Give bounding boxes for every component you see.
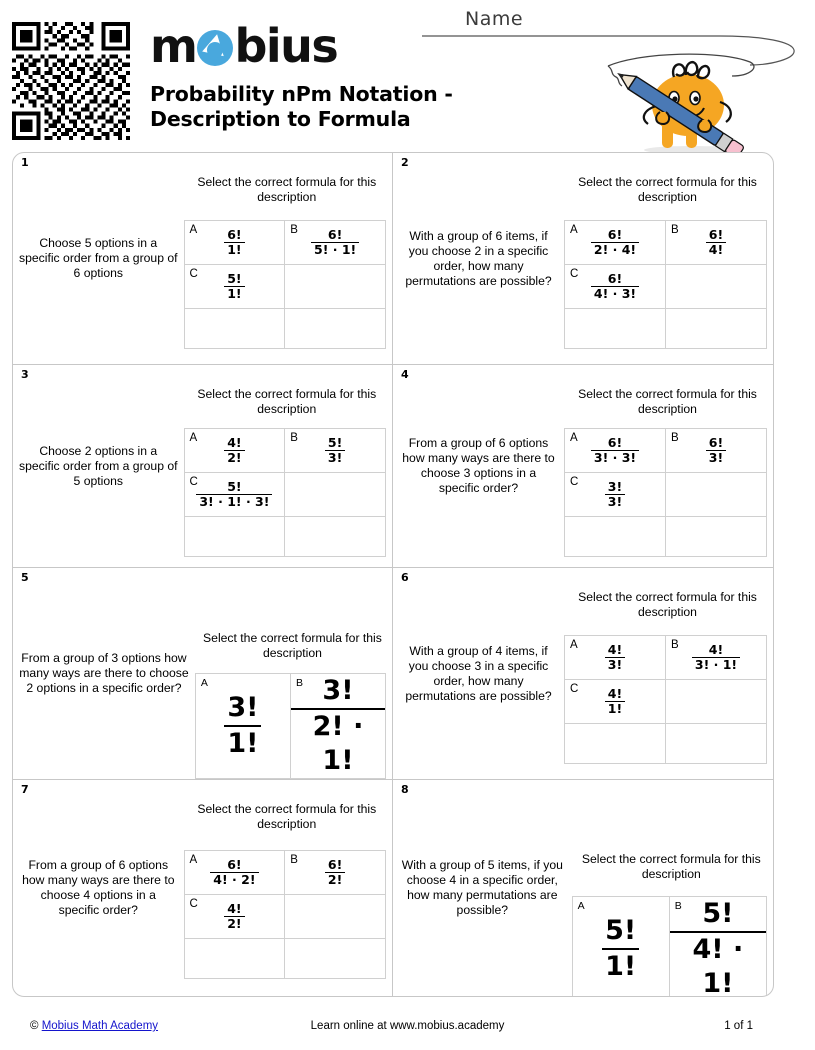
- question-description: Choose 5 options in a specific order from a group of 6 options: [19, 236, 178, 280]
- question-description-column: [393, 780, 572, 996]
- table-row: [184, 472, 385, 516]
- fraction-numerator: 4!: [227, 434, 242, 450]
- option-cell-empty: [285, 472, 386, 516]
- fraction-denominator: 1!: [224, 725, 261, 761]
- fraction-numerator: 6!: [708, 434, 724, 450]
- option-formula: [706, 436, 726, 465]
- option-label: B: [290, 853, 298, 866]
- question-row: [13, 568, 773, 780]
- fraction-numerator: 5!: [702, 898, 734, 929]
- table-row: [565, 265, 767, 309]
- question-number: 2: [401, 156, 409, 169]
- fraction-numerator: 5!: [227, 478, 242, 494]
- option-cell-empty: [184, 938, 285, 978]
- question-prompt: Select the correct formula for this description: [578, 590, 757, 619]
- fraction-numerator: 5!: [227, 271, 242, 286]
- question-row: [13, 780, 773, 996]
- fraction-denominator: 1!: [605, 701, 625, 716]
- option-cell-c[interactable]: [565, 680, 666, 724]
- option-cell-empty: [285, 894, 386, 938]
- question-description: From a group of 3 options how many ways are there to choose 2 options in a specific order?: [19, 651, 189, 695]
- options-table: [564, 220, 767, 349]
- option-cell-b[interactable]: [285, 221, 386, 265]
- option-cell-empty: [666, 472, 767, 516]
- question-row: [13, 153, 773, 365]
- question-number: 7: [21, 783, 29, 796]
- option-formula: [224, 436, 244, 465]
- question-description: With a group of 5 items, if you choose 4 in a specific order, how many permutations are possible?: [401, 858, 563, 917]
- fraction-denominator: 2!: [224, 916, 244, 931]
- table-row: [565, 680, 767, 724]
- option-cell-b[interactable]: [666, 221, 767, 265]
- fraction-numerator: 4!: [607, 642, 623, 657]
- fraction-denominator: 2!: [224, 450, 244, 465]
- fraction-numerator: 3!: [227, 692, 259, 723]
- table-row: [565, 309, 767, 349]
- option-formula: [325, 858, 345, 887]
- options-table: [564, 635, 767, 764]
- table-row: [565, 636, 767, 680]
- name-label: Name: [465, 8, 524, 30]
- question-description: From a group of 6 options how many ways are there to choose 3 options in a specific order?: [402, 436, 555, 495]
- option-label: A: [200, 677, 208, 689]
- question-options-column: [564, 153, 773, 364]
- fraction-numerator: 6!: [327, 856, 343, 872]
- question-description-column: [393, 365, 564, 567]
- question-options-column: [564, 365, 773, 567]
- question-cell-4[interactable]: [393, 365, 773, 567]
- question-prompt: Select the correct formula for this description: [581, 852, 761, 881]
- fraction-numerator: 6!: [227, 856, 242, 872]
- option-formula: [706, 228, 726, 257]
- page-number: 1 of 1: [724, 1020, 753, 1032]
- table-row: [184, 309, 385, 349]
- option-cell-c[interactable]: [184, 472, 285, 516]
- option-formula: [196, 480, 272, 509]
- fraction-denominator: 2! · 1!: [291, 708, 385, 778]
- table-row: [184, 894, 385, 938]
- option-label: B: [290, 224, 298, 236]
- option-label: B: [295, 677, 303, 689]
- question-number: 4: [401, 368, 409, 381]
- copyright-link[interactable]: Mobius Math Academy: [41, 1020, 159, 1032]
- option-formula: [224, 272, 244, 301]
- worksheet-grid: [12, 152, 774, 997]
- page-header: [0, 0, 815, 148]
- table-row: [184, 938, 385, 978]
- options-table: [195, 673, 386, 779]
- option-formula: [224, 228, 244, 257]
- option-cell-a[interactable]: [565, 636, 666, 680]
- option-cell-empty: [666, 724, 767, 764]
- option-formula: [224, 902, 244, 931]
- option-cell-empty: [184, 516, 285, 556]
- mobius-drop-o-icon: [197, 30, 233, 66]
- fraction-denominator: 3!: [325, 450, 345, 465]
- fraction-denominator: 4! · 3!: [591, 286, 639, 301]
- question-prompt: Select the correct formula for this description: [197, 387, 377, 416]
- options-table: [564, 428, 767, 557]
- option-label: A: [577, 900, 585, 912]
- question-number: 8: [401, 783, 409, 796]
- question-number: 1: [21, 156, 29, 169]
- option-formula: [605, 643, 625, 672]
- options-table: [184, 428, 386, 557]
- question-description-column: [13, 365, 184, 567]
- option-formula: [692, 643, 740, 672]
- option-cell-c[interactable]: [565, 265, 666, 309]
- option-cell-a[interactable]: [572, 897, 669, 998]
- question-description-column: [13, 780, 184, 996]
- option-label: C: [189, 268, 198, 280]
- option-cell-empty: [285, 265, 386, 309]
- fraction-numerator: 6!: [607, 434, 623, 450]
- option-cell-empty: [666, 680, 767, 724]
- option-label: B: [671, 224, 679, 236]
- option-cell-b[interactable]: [285, 850, 386, 894]
- table-row: [184, 516, 385, 556]
- question-cell-2[interactable]: [393, 153, 773, 364]
- question-options-column: [184, 365, 392, 567]
- option-cell-b[interactable]: [669, 897, 766, 998]
- option-label: B: [671, 431, 679, 444]
- table-row: [184, 265, 385, 309]
- option-label: C: [570, 475, 579, 488]
- fraction-denominator: 1!: [602, 948, 639, 984]
- option-label: C: [570, 683, 579, 695]
- question-prompt: Select the correct formula for this description: [578, 387, 757, 416]
- option-label: A: [189, 431, 198, 444]
- table-row: [184, 221, 385, 265]
- fraction-denominator: 5! · 1!: [311, 242, 359, 257]
- question-prompt: Select the correct formula for this description: [578, 175, 757, 204]
- table-row: [565, 428, 767, 472]
- option-label: A: [570, 224, 578, 236]
- qr-code-icon[interactable]: [12, 22, 130, 140]
- option-cell-a[interactable]: [184, 221, 285, 265]
- question-description: With a group of 6 items, if you choose 2 in a specific order, how many permutations are possible?: [405, 228, 552, 288]
- fraction-numerator: 3!: [322, 675, 354, 706]
- mascot-with-pencil-icon: [600, 50, 765, 155]
- option-label: C: [189, 897, 198, 910]
- fraction-numerator: 3!: [607, 478, 623, 494]
- fraction-denominator: 3!: [605, 657, 625, 672]
- option-cell-empty: [666, 309, 767, 349]
- table-row: [565, 724, 767, 764]
- question-prompt: Select the correct formula for this description: [197, 175, 377, 204]
- fraction-numerator: 6!: [607, 271, 623, 286]
- fraction-denominator: 1!: [224, 242, 244, 257]
- question-number: 5: [21, 571, 29, 584]
- option-cell-c[interactable]: [565, 472, 666, 516]
- fraction-numerator: 6!: [708, 227, 724, 242]
- question-cell-6[interactable]: [393, 568, 773, 779]
- question-description-column: [393, 153, 564, 364]
- logo-text-before: m: [150, 19, 197, 73]
- option-cell-empty: [285, 938, 386, 978]
- option-cell-empty: [565, 516, 666, 556]
- option-cell-c[interactable]: [184, 265, 285, 309]
- question-row: [13, 365, 773, 568]
- fraction-denominator: 4!: [706, 242, 726, 257]
- question-options-column: [184, 153, 392, 364]
- question-cell-3[interactable]: [13, 365, 393, 567]
- question-description-column: [13, 153, 184, 364]
- option-formula: [605, 687, 625, 716]
- option-cell-empty: [285, 516, 386, 556]
- option-label: C: [189, 475, 198, 488]
- option-formula: [311, 228, 359, 257]
- fraction-denominator: 3!: [605, 494, 625, 509]
- option-cell-a[interactable]: [565, 428, 666, 472]
- question-cell-1[interactable]: [13, 153, 393, 364]
- option-cell-empty: [184, 309, 285, 349]
- fraction-numerator: 4!: [708, 642, 724, 657]
- footer-tagline: Learn online at www.mobius.academy: [310, 1020, 505, 1032]
- question-cell-5[interactable]: [13, 568, 393, 779]
- options-table: [184, 220, 386, 349]
- question-options-column: [184, 780, 392, 996]
- copyright-symbol: ©: [30, 1020, 39, 1032]
- question-options-column: [195, 568, 392, 779]
- option-label: A: [189, 853, 198, 866]
- option-formula: [325, 436, 345, 465]
- option-cell-b[interactable]: [290, 674, 385, 779]
- option-formula: [591, 228, 639, 257]
- table-row: [184, 850, 385, 894]
- table-row: [565, 472, 767, 516]
- logo-text-after: bius: [234, 19, 338, 73]
- question-description: With a group of 4 items, if you choose 3 in a specific order, how many permutations are possible?: [405, 643, 552, 703]
- option-formula: [602, 914, 639, 984]
- options-table: [184, 850, 386, 979]
- question-prompt: Select the correct formula for this description: [203, 631, 382, 660]
- option-label: A: [189, 224, 198, 236]
- fraction-denominator: 4! · 2!: [210, 872, 258, 887]
- fraction-numerator: 5!: [605, 915, 637, 946]
- page-title: Probability nPm Notation - Description to Formula: [150, 82, 453, 131]
- question-description-column: [393, 568, 564, 779]
- option-label: C: [570, 268, 579, 280]
- question-options-column: [564, 568, 773, 779]
- option-label: A: [570, 639, 578, 651]
- option-formula: [670, 897, 766, 997]
- option-cell-a[interactable]: [195, 674, 290, 779]
- fraction-numerator: 4!: [607, 686, 623, 701]
- table-row: [565, 221, 767, 265]
- fraction-denominator: 3! · 1!: [692, 657, 740, 672]
- question-description: From a group of 6 options how many ways are there to choose 4 options in a specific order?: [22, 858, 175, 917]
- option-cell-empty: [666, 516, 767, 556]
- question-number: 3: [21, 368, 29, 381]
- question-description-column: [13, 568, 195, 779]
- option-formula: [591, 272, 639, 301]
- fraction-numerator: 6!: [327, 227, 343, 242]
- fraction-denominator: 2!: [325, 872, 345, 887]
- option-cell-a[interactable]: [184, 428, 285, 472]
- fraction-numerator: 4!: [227, 900, 242, 916]
- option-cell-empty: [285, 309, 386, 349]
- option-label: B: [674, 900, 682, 912]
- question-options-column: [572, 780, 773, 996]
- option-cell-b[interactable]: [285, 428, 386, 472]
- fraction-numerator: 6!: [607, 227, 623, 242]
- question-description: Choose 2 options in a specific order from a group of 5 options: [19, 443, 178, 488]
- table-row: [572, 897, 766, 998]
- fraction-numerator: 6!: [227, 227, 242, 242]
- option-cell-b[interactable]: [666, 636, 767, 680]
- option-label: A: [570, 431, 578, 444]
- question-prompt: Select the correct formula for this description: [197, 802, 377, 831]
- option-formula: [291, 674, 385, 778]
- table-row: [184, 428, 385, 472]
- option-formula: [591, 436, 639, 465]
- table-row: [195, 674, 385, 779]
- option-label: B: [671, 639, 679, 651]
- question-cell-8[interactable]: [393, 780, 773, 996]
- fraction-numerator: 5!: [327, 434, 343, 450]
- option-formula: [210, 858, 258, 887]
- option-cell-empty: [565, 309, 666, 349]
- fraction-denominator: 2! · 4!: [591, 242, 639, 257]
- question-number: 6: [401, 571, 409, 584]
- option-cell-empty: [666, 265, 767, 309]
- table-row: [565, 516, 767, 556]
- option-label: B: [290, 431, 298, 444]
- fraction-denominator: 3!: [706, 450, 726, 465]
- option-cell-b[interactable]: [666, 428, 767, 472]
- option-formula: [224, 691, 261, 761]
- option-cell-empty: [565, 724, 666, 764]
- fraction-denominator: 4! · 1!: [670, 931, 766, 997]
- option-formula: [605, 480, 625, 509]
- option-cell-c[interactable]: [184, 894, 285, 938]
- fraction-denominator: 1!: [224, 286, 244, 301]
- question-cell-7[interactable]: [13, 780, 393, 996]
- option-cell-a[interactable]: [184, 850, 285, 894]
- options-table: [572, 896, 767, 997]
- fraction-denominator: 3! · 3!: [591, 450, 639, 465]
- option-cell-a[interactable]: [565, 221, 666, 265]
- fraction-denominator: 3! · 1! · 3!: [196, 494, 272, 509]
